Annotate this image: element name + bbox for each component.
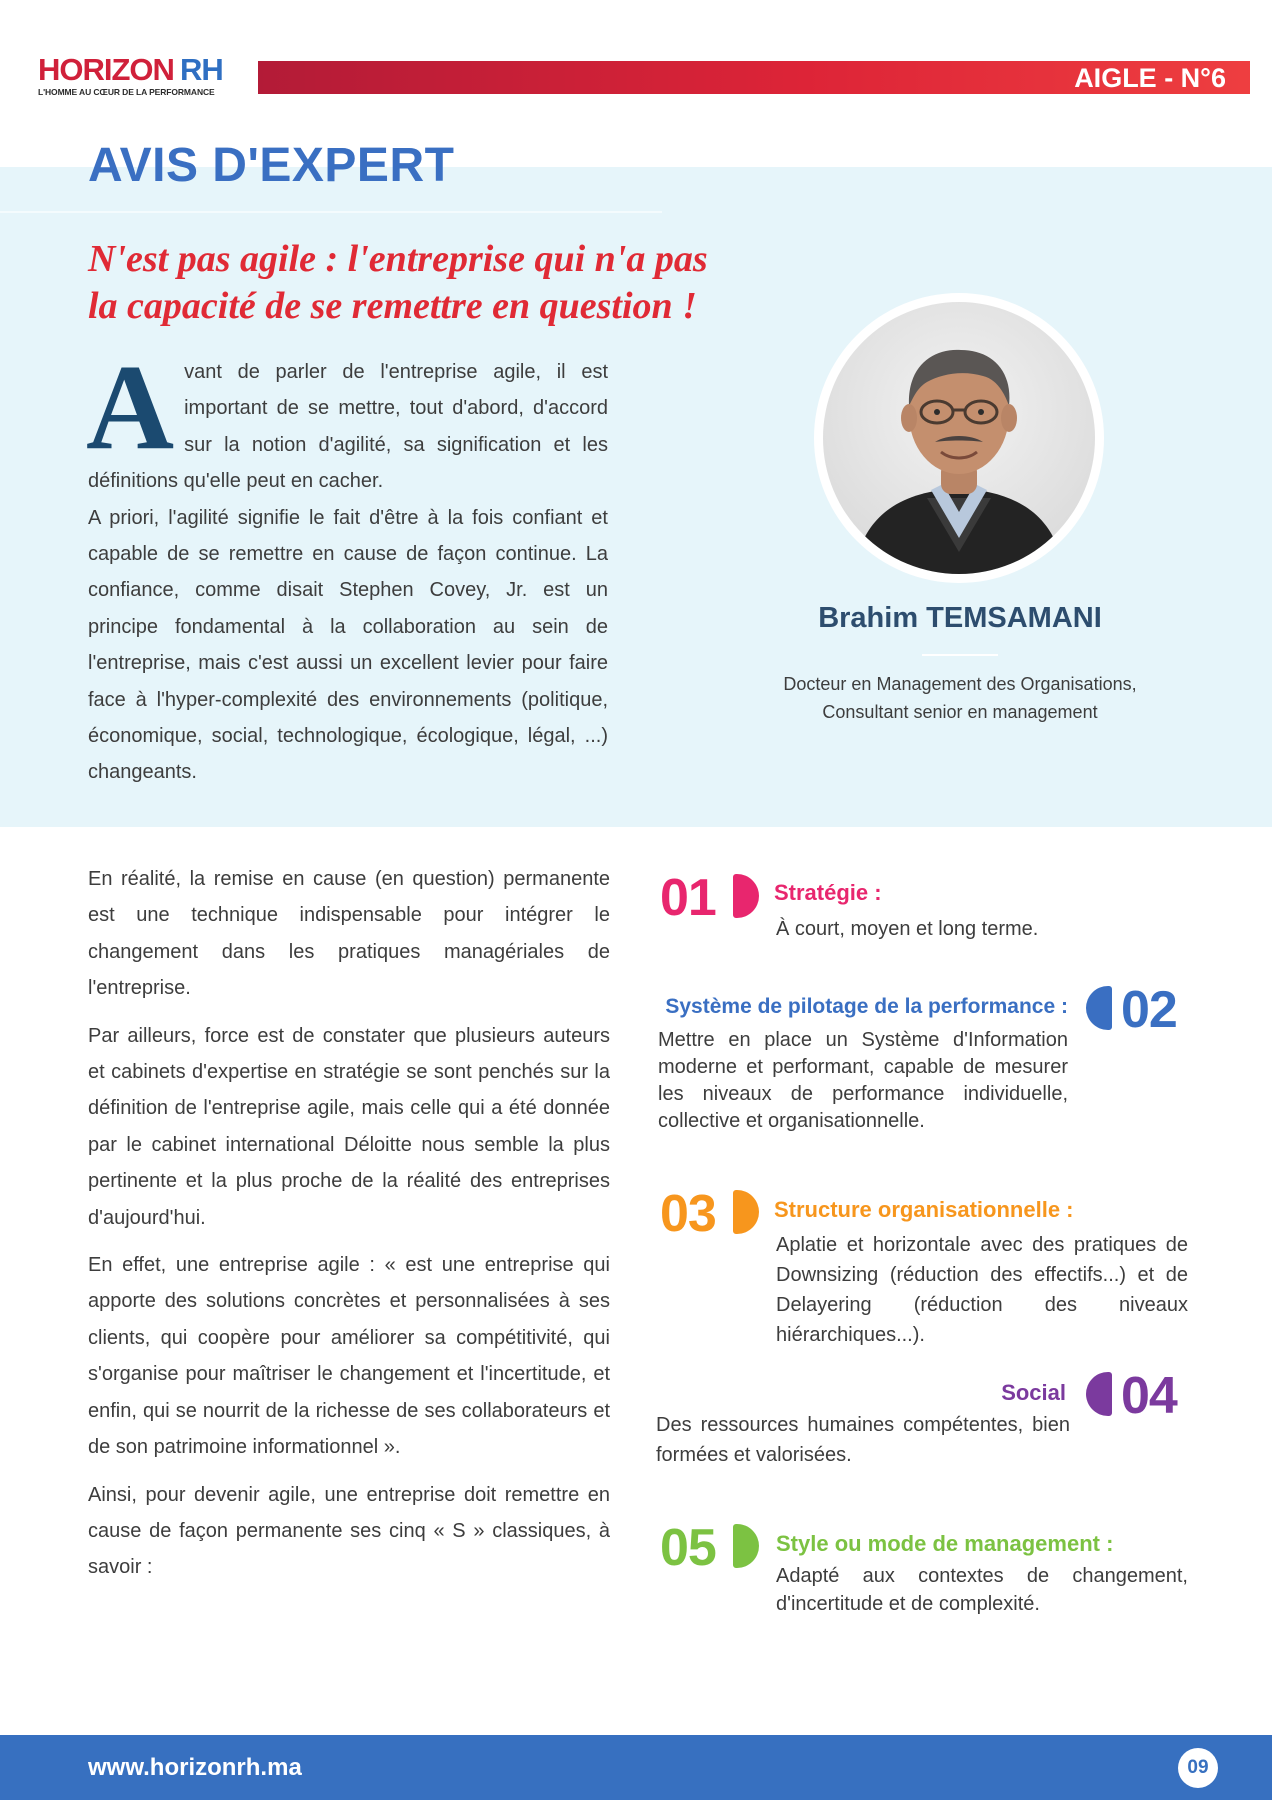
brand-logo: [38, 54, 238, 97]
body-paragraph-2: Par ailleurs, force est de constater que plusieurs auteurs et cabinets d'expertise en stratégie se sont penchés sur la définition de l'entreprise agile, mais celle qui a été donnée par le cabinet international Déloitte nous semble la plus pertinente et la plus proche de la réalité des entreprises d'aujourd'hui.: [88, 1024, 610, 1229]
expert-role-line-1: Docteur en Management des Organisations,: [783, 674, 1137, 694]
logo-wordmark: [38, 54, 238, 85]
title-divider: [0, 211, 662, 213]
tab-marker-icon: [1086, 1372, 1112, 1416]
s-number: 03: [660, 1185, 716, 1243]
headline-line-1: N'est pas agile : l'entreprise qui n'a pas: [88, 238, 708, 280]
body-paragraph-4: Ainsi, pour devenir agile, une entreprise doit remettre en cause de façon permanente ses cinq « S » classiques, à savoir :: [88, 1483, 610, 1579]
s-text: Aplatie et horizontale avec des pratiques de Downsizing (réduction des effectifs...) et de Delayering (réduction des niveaux hiérarchiques...).: [776, 1234, 1188, 1346]
body-paragraph-1: En réalité, la remise en cause (en question) permanente est une technique indispensable pour intégrer le changement dans les pratiques managériales de l'entreprise.: [88, 868, 610, 1000]
intro-paragraph-1: vant de parler de l'entreprise agile, il est important de se mettre, tout d'abord, d'accord sur la notion d'agilité, sa signification et les définitions qu'elle peut en cacher.: [88, 361, 608, 493]
s-title: Style ou mode de management :: [776, 1531, 1114, 1556]
logo-tagline: L'HOMME AU CŒUR DE LA PERFORMANCE: [38, 87, 215, 97]
expert-portrait: [814, 293, 1104, 583]
s-title: Système de pilotage de la performance :: [665, 995, 1068, 1018]
page-number: 09: [1178, 1748, 1218, 1788]
logo-word-horizon: HORIZON: [38, 52, 174, 87]
tab-marker-icon: [733, 1524, 759, 1568]
s-number: 02: [1121, 981, 1177, 1039]
issue-banner: [258, 61, 1250, 94]
intro-paragraph-2: A priori, l'agilité signifie le fait d'être à la fois confiant et capable de se remettre en cause de façon continue. La confiance, comme disait Stephen Covey, Jr. est un principe fondamental à la collaboration au sein de l'entreprise, mais c'est aussi un excellent levier pour faire face à l'hyper-complexité des environnements (politique, économique, social, technologique, écologique, légal, ...) changeants.: [88, 506, 608, 784]
page-footer: [0, 1735, 1272, 1800]
s-number: 04: [1121, 1367, 1177, 1425]
article-headline: [88, 236, 728, 330]
article-body: [88, 861, 610, 1597]
s-title: Structure organisationnelle :: [774, 1197, 1074, 1222]
expert-role-line-2: Consultant senior en management: [822, 702, 1098, 722]
headline-line-2: la capacité de se remettre en question !: [88, 285, 697, 327]
s-text: Des ressources humaines compétentes, bien formées et valorisées.: [656, 1414, 1070, 1466]
s-text: Mettre en place un Système d'Information moderne et performant, capable de mesurer les niveaux de performance individuelle, collective et organisationnelle.: [658, 1029, 1068, 1132]
s-text: Adapté aux contextes de changement, d'incertitude et de complexité.: [776, 1565, 1188, 1615]
website-link[interactable]: www.horizonrh.ma: [88, 1754, 302, 1781]
expert-photo-illustration: [823, 302, 1095, 574]
tab-marker-icon: [1086, 986, 1112, 1030]
s-title: Social: [1001, 1380, 1066, 1405]
s-title: Stratégie :: [774, 880, 882, 905]
tab-marker-icon: [733, 874, 759, 918]
logo-word-rh: RH: [179, 52, 223, 87]
name-divider: [922, 654, 998, 656]
intro-text: [86, 340, 608, 791]
s-number: 01: [660, 869, 716, 927]
section-title: AVIS D'EXPERT: [88, 139, 455, 192]
body-paragraph-3: En effet, une entreprise agile : « est une entreprise qui apporte des solutions concrètes et personnalisées à ses clients, qui coopère pour améliorer sa compétitivité, qui s'organise pour maîtriser le changement et l'incertitude, et enfin, qui se nourrit de la richesse de ses collaborateurs et de son patrimoine informationnel ».: [88, 1254, 610, 1459]
tab-marker-icon: [733, 1190, 759, 1234]
expert-role: [740, 670, 1180, 726]
issue-label: AIGLE - N°6: [1074, 63, 1226, 93]
drop-cap: A: [86, 340, 175, 475]
expert-name: Brahim TEMSAMANI: [818, 602, 1102, 634]
s-number: 05: [660, 1519, 716, 1577]
s-text: À court, moyen et long terme.: [776, 918, 1039, 940]
